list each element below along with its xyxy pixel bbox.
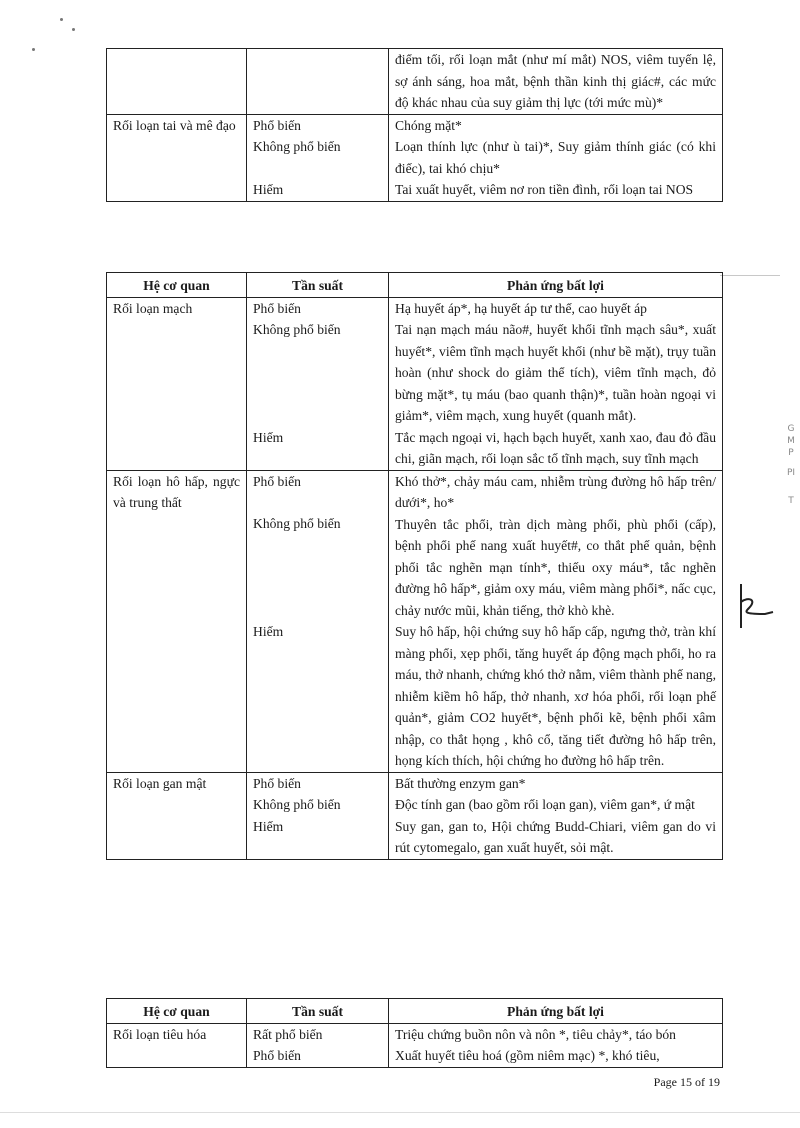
scan-speck: [72, 28, 75, 31]
effect-text: Tai xuất huyết, viêm nơ ron tiền đình, rối loạn tai NOS: [395, 182, 694, 197]
frequency-label: Phổ biến: [253, 117, 301, 133]
frequency-label: Hiếm: [253, 623, 284, 639]
system-cell: Rối loạn tiêu hóa: [107, 1023, 247, 1067]
column-header: Phản ứng bất lợi: [389, 999, 723, 1024]
frequency-label: Rất phổ biến: [253, 1026, 323, 1042]
frequency-label: Hiếm: [253, 181, 284, 197]
effect-text: Độc tính gan (bao gồm rối loạn gan), viêm gan*, ứ mật: [395, 797, 695, 812]
frequency-label: Không phổ biến: [253, 797, 341, 812]
frequency-label: Không phổ biến: [253, 139, 341, 154]
system-cell: Rối loạn tai và mê đạo: [107, 114, 247, 201]
column-header: Phản ứng bất lợi: [389, 273, 723, 298]
effect-text: Thuyên tắc phổi, tràn dịch màng phổi, phù phổi (cấp), bệnh phổi phế nang xuất huyết#, co thắt phế quản, bệnh phổi tắc nghẽn mạn tính*, thiếu oxy máu*, tắc nghẽn đường hô hấp*, giảm oxy máu, viêm màng phổi*, nấc cục, chảy nước mũi, khản tiếng, thở khò khè.: [395, 516, 716, 618]
column-header: Hệ cơ quan: [107, 999, 247, 1024]
margin-mark: P: [788, 448, 794, 458]
frequency-cell: [247, 49, 389, 115]
margin-mark: M: [787, 436, 795, 446]
table-row: [107, 297, 723, 470]
effect-text: Bất thường enzym gan*: [395, 775, 526, 791]
effects-cell: [389, 114, 723, 201]
system-cell: Rối loạn hô hấp, ngực và trung thất: [107, 470, 247, 772]
table-row: [107, 49, 723, 115]
margin-mark: G: [787, 424, 795, 434]
frequency-cell: [247, 297, 389, 470]
margin-mark: PI: [786, 468, 796, 478]
effect-text: Hạ huyết áp*, hạ huyết áp tư thế, cao huyết áp: [395, 300, 647, 316]
margin-stamp: [783, 385, 799, 507]
effect-text: Tai nạn mạch máu não#, huyết khối tĩnh mạch sâu*, xuất huyết*, viêm tĩnh mạch huyết khối (như bề mặt), trụy tuần hoàn (như shock do giảm thể tích), viêm tĩnh mạch, đỏ bừng mặt*, tụ máu (bao quanh thận)*, tuần hoàn ngoại vi giảm*, viêm mạch, xung huyết (quanh mắt).: [395, 322, 716, 423]
column-header: Tần suất: [247, 999, 389, 1024]
table-row: [107, 1023, 723, 1067]
frequency-label: Phổ biến: [253, 473, 301, 489]
margin-mark: T: [788, 496, 794, 506]
adr-table-continued: [106, 48, 723, 202]
column-header: Tần suất: [247, 273, 389, 298]
scan-speck: [32, 48, 35, 51]
frequency-cell: [247, 470, 389, 772]
effect-text: Tắc mạch ngoại vi, hạch bạch huyết, xanh xao, đau đỏ đầu chi, giãn mạch, rối loạn sắc tố tĩnh mạch, suy tĩnh mạch: [395, 429, 716, 466]
system-cell: Rối loạn gan mật: [107, 772, 247, 859]
effects-cell: [389, 297, 723, 470]
effect-text: Chóng mặt*: [395, 117, 462, 133]
effect-text: Khó thở*, chảy máu cam, nhiễm trùng đường hô hấp trên/ dưới*, ho*: [395, 473, 716, 510]
frequency-label: Phổ biến: [253, 775, 301, 791]
table-row: [107, 470, 723, 772]
scan-line: [720, 275, 780, 276]
system-cell: [107, 49, 247, 115]
scan-speck: [60, 18, 63, 21]
effects-cell: [389, 1023, 723, 1067]
frequency-label: Hiếm: [253, 429, 284, 445]
effects-cell: [389, 772, 723, 859]
handwritten-initial: [735, 582, 775, 632]
system-cell: Rối loạn mạch: [107, 297, 247, 470]
frequency-label: Phổ biến: [253, 300, 301, 316]
table-header-row: [107, 273, 723, 298]
effects-cell: điểm tối, rối loạn mắt (như mí mắt) NOS, viêm tuyến lệ, sợ ánh sáng, hoa mắt, bệnh thần kinh thị giác#, các mức độ khác nhau của suy giảm thị lực (tới mức mù)*: [389, 49, 723, 115]
effect-text: Xuất huyết tiêu hoá (gồm niêm mạc) *, khó tiêu,: [395, 1048, 660, 1063]
table-header-row: [107, 999, 723, 1024]
effect-text: Suy hô hấp, hội chứng suy hô hấp cấp, ngưng thở, tràn khí màng phổi, xẹp phổi, tăng huyết áp động mạch phổi, ho ra máu, thở nhanh, chứng khó thở nằm, viêm thành phế nang, nhiễm kiềm hô hấp, thở nhanh, xơ hóa phổi, rối loạn phế quản*, giảm CO2 huyết*, bệnh phổi kẽ, bệnh phổi xâm nhập, co thắt họng , khô cổ, tăng tiết đường hô hấp trên, họng kích thích, hội chứng ho đường hô hấp trên.: [395, 624, 716, 768]
adr-table: [106, 272, 723, 860]
frequency-cell: [247, 114, 389, 201]
frequency-label: Phổ biến: [253, 1048, 301, 1063]
column-header: Hệ cơ quan: [107, 273, 247, 298]
adr-table-next: [106, 998, 723, 1068]
table-row: [107, 114, 723, 201]
effect-text: Suy gan, gan to, Hội chứng Budd-Chiari, viêm gan do vi rút cytomegalo, gan xuất huyết, sỏi mật.: [395, 818, 716, 855]
frequency-label: Không phổ biến: [253, 516, 341, 531]
page-number: Page 15 of 19: [653, 1075, 720, 1089]
effect-text: Triệu chứng buồn nôn và nôn *, tiêu chảy*, táo bón: [395, 1026, 676, 1042]
frequency-cell: [247, 1023, 389, 1067]
effects-cell: [389, 470, 723, 772]
table-row: [107, 772, 723, 859]
effect-text: Loạn thính lực (như ù tai)*, Suy giảm thính giác (có khi điếc), tai khó chịu*: [395, 139, 716, 176]
scan-line: [0, 1112, 800, 1113]
frequency-cell: [247, 772, 389, 859]
frequency-label: Hiếm: [253, 818, 284, 834]
frequency-label: Không phổ biến: [253, 322, 341, 337]
